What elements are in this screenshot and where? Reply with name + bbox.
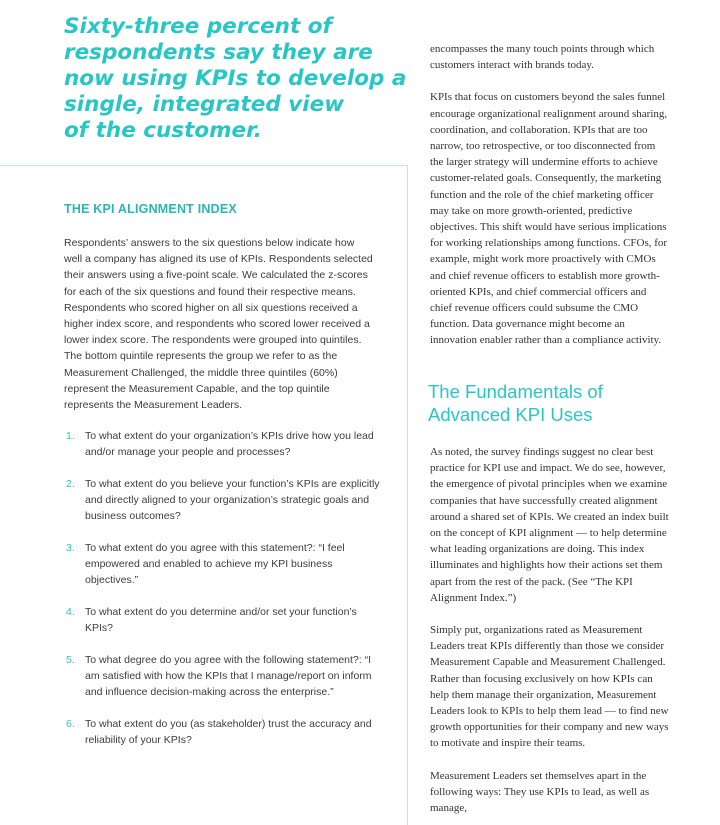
pull-quote-line: now using KPIs to develop a xyxy=(64,66,407,91)
body-paragraph: As noted, the survey findings suggest no clear best practice for KPI use and impact. We do see, however, the emergence of pivotal principles when we examine companies that have successfully created alignment around a shared set of KPIs. We created an index built on the concept of KPI alignment — to help determine what leading organizations are doing. This index illuminates and highlights how their actions set them apart from the rest of the pack. (See “The KPI Alignment Index.”) xyxy=(430,446,669,604)
question-number: 2. xyxy=(66,478,75,490)
body-paragraph: Simply put, organizations rated as Measurement Leaders treat KPIs differently than those we consider Measurement Capable and Measurement Challenged. Rather than focusing exclusively on how KPIs can help them manage their organization, Measurement Leaders look to KPIs to help them lead — to find new growth opportunities for their company and new ways to motivate and inspire their teams. xyxy=(430,624,669,750)
lower-column xyxy=(430,444,670,816)
question-number: 6. xyxy=(66,718,75,730)
question-number: 3. xyxy=(66,542,75,554)
question-text: To what extent do your organization’s KPIs drive how you lead and/or manage your people and processes? xyxy=(85,430,374,458)
body-paragraph: Measurement Leaders set themselves apart in the following ways: They use KPIs to lead, as well as manage, xyxy=(430,769,650,815)
pull-quote-line: respondents say they are xyxy=(64,40,373,65)
question-number: 4. xyxy=(66,606,75,618)
body-paragraph: KPIs that focus on customers beyond the sales funnel encourage organizational realignment around sharing, coordination, and collaboration. KPIs that are too narrow, too retrospective, or too disconnected from the larger strategy will undermine efforts to achieve customer-related goals. Consequently, the marketing function and the role of the chief marketing officer may take on more growth-oriented, predictive objectives. This shift would have serious implications for working relationships among functions. CFOs, for example, might work more proactively with CMOs and chief revenue officers to establish more growth-oriented KPIs, and chief commercial officers and chief revenue officers could subsume the CMO function. Data governance might become an innovation enabler rather than a compliance activity. xyxy=(430,91,668,347)
question-text: To what degree do you agree with the following statement?: “I am satisfied with how the KPIs that I manage/report on inform and influence decision-making across the enterprise.” xyxy=(85,654,372,698)
question-text: To what extent do you (as stakeholder) trust the accuracy and reliability of your KPIs? xyxy=(85,718,372,746)
pull-quote-line: of the customer. xyxy=(64,118,262,143)
section-title xyxy=(428,380,678,426)
sidebar-heading: THE KPI ALIGNMENT INDEX xyxy=(64,202,237,216)
pull-quote-line: Sixty-three percent of xyxy=(64,14,332,39)
question-text: To what extent do you believe your function’s KPIs are explicitly and directly aligned to your organization’s strategic goals and business outcomes? xyxy=(85,478,380,522)
pull-quote-line: single, integrated view xyxy=(64,92,345,117)
question-text: To what extent do you determine and/or set your function’s KPIs? xyxy=(85,606,357,634)
question-number: 5. xyxy=(66,654,75,666)
section-title-line: The Fundamentals of xyxy=(428,381,603,402)
question-item xyxy=(64,428,384,460)
body-paragraph: encompasses the many touch points through which customers interact with brands today. xyxy=(430,43,655,72)
question-text: To what extent do you agree with this statement?: “I feel empowered and enabled to achieve my KPI business objectives.” xyxy=(85,542,345,586)
sidebar-intro: Respondents’ answers to the six questions below indicate how well a company has aligned its use of KPIs. Respondents selected their answers using a five-point scale. We calculated the z-scores for each of the six questions and found their respective means. Respondents who scored higher on all six questions received a higher index score, and respondents who scored lower received a lower index score. The respondents were grouped into quintiles. The bottom quintile represents the group we refer to as the Measurement Challenged, the middle three quintiles (60%) represent the Measurement Capable, and the top quintile represents the Measurement Leaders. xyxy=(64,237,373,412)
question-item xyxy=(64,716,384,748)
question-item xyxy=(64,540,384,588)
question-item xyxy=(64,476,384,524)
pull-quote xyxy=(64,14,407,144)
question-number: 1. xyxy=(66,430,75,442)
right-column xyxy=(430,41,670,349)
question-item xyxy=(64,652,384,700)
question-item xyxy=(64,604,384,636)
section-title-line: Advanced KPI Uses xyxy=(428,404,593,425)
question-list xyxy=(64,428,384,748)
